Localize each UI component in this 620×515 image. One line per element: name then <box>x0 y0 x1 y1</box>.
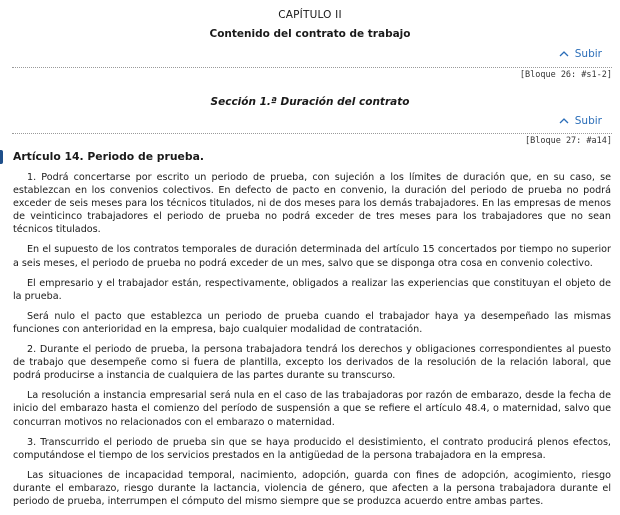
subir-label: Subir <box>574 48 602 60</box>
article-paragraph: El empresario y el trabajador están, respectivamente, obligados a realizar las experiencias que constituyan el objeto de la prueba. <box>13 277 611 302</box>
article-paragraph: Las situaciones de incapacidad temporal, nacimiento, adopción, guarda con fines de adopción, acogimiento, riesgo durante el embarazo, riesgo durante la lactancia, violencia de género, que afecten a la persona trabajadora durante el periodo de prueba, interrumpen el cómputo del mismo siempre que se produzca acuerdo entre ambas partes. <box>13 469 611 507</box>
article-title: Artículo 14. Periodo de prueba. <box>13 150 204 163</box>
article-paragraph: 3. Transcurrido el periodo de prueba sin que se haya producido el desistimiento, el contrato producirá plenos efectos, computándose el tiempo de los servicios prestados en la antigüedad de la persona trabajadora en la empresa. <box>13 436 611 461</box>
article-paragraph: 2. Durante el periodo de prueba, la persona trabajadora tendrá los derechos y obligaciones correspondientes al puesto de trabajo que desempeñe como si fuera de plantilla, excepto los derivados de la resolución de la relación laboral, que podrá producirse a instancia de cualquiera de las partes durante su transcurso. <box>13 344 611 382</box>
article-paragraph: 1. Podrá concertarse por escrito un periodo de prueba, con sujeción a los límites de duración que, en su caso, se establezcan en los convenios colectivos. En defecto de pacto en convenio, la duración del periodo de prueba no podrá exceder de seis meses para los técnicos titulados, ni de dos meses para los demás trabajadores. En las empresas de menos de veinticinco trabajadores el periodo de prueba no podrá exceder de tres meses para los trabajadores que no sean técnicos titulados. <box>13 172 611 236</box>
chevron-up-icon <box>559 51 569 57</box>
separator <box>12 133 612 134</box>
block-reference: [Bloque 27: #a14] <box>525 136 612 146</box>
article-paragraph: Será nulo el pacto que establezca un periodo de prueba cuando el trabajador haya ya desempeñado las mismas funciones con anterioridad en la empresa, bajo cualquier modalidad de contratación. <box>13 310 611 335</box>
article-paragraph: En el supuesto de los contratos temporales de duración determinada del artículo 15 concertados por tiempo no superior a seis meses, el periodo de prueba no podrá exceder de un mes, salvo que se disponga otra cosa en convenio colectivo. <box>13 244 611 269</box>
block-reference: [Bloque 26: #s1-2] <box>519 70 612 80</box>
chevron-up-icon <box>559 118 569 124</box>
subir-link-top[interactable] <box>559 48 602 60</box>
chapter-title: Contenido del contrato de trabajo <box>209 28 411 40</box>
separator <box>12 67 612 68</box>
subir-label: Subir <box>574 115 602 127</box>
article-marker-bar <box>0 150 3 164</box>
article-body <box>13 171 611 515</box>
subir-link-bottom[interactable] <box>559 115 602 127</box>
chapter-label: CAPÍTULO II <box>278 9 342 21</box>
article-paragraph: La resolución a instancia empresarial será nula en el caso de las trabajadoras por razón de embarazo, desde la fecha de inicio del embarazo hasta el comienzo del período de suspensión a que se refiere el artículo 48.4, o maternidad, salvo que concurran motivos no relacionados con el embarazo o maternidad. <box>13 390 611 428</box>
section-title: Sección 1.ª Duración del contrato <box>210 96 410 108</box>
